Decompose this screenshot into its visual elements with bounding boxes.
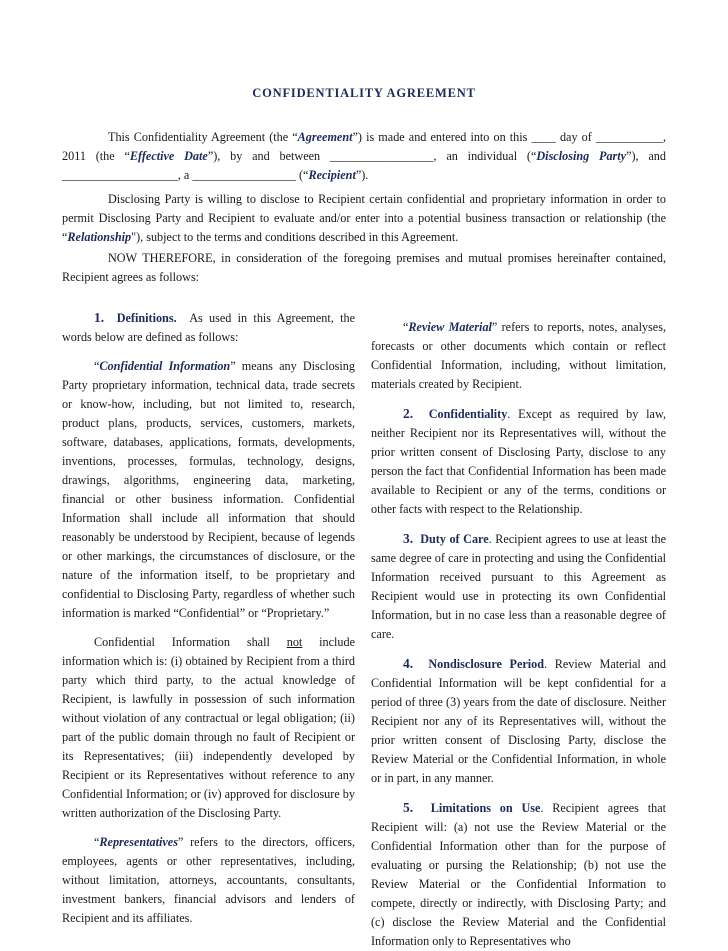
agreement-term: Agreement bbox=[297, 130, 353, 144]
section-number: 2. bbox=[403, 406, 414, 421]
section-number: 1. bbox=[94, 310, 105, 325]
recipient-term: Recipient bbox=[308, 168, 356, 182]
purpose-paragraph: Disclosing Party is willing to disclose to Recipient certain confidential and proprietary information in order to permit Disclosing Party and Recipient to evaluate and/or enter into a potential business transaction or relationship (the “Relationship"), subject to the terms and conditions described in this Agreement. bbox=[62, 192, 666, 244]
section-4-nondisclosure-period: 4. Nondisclosure Period. Review Material and Confidential Information will be kept confidential for a period of three (3) years from the date of disclosure. Neither Recipient nor any of its Representatives will, without the prior written consent of Disclosing Party, disclose the Review Material or the Confidential Information, in whole or in part, in any manner. bbox=[371, 656, 666, 785]
confidential-information-term: Confidential Information bbox=[99, 359, 231, 373]
section-heading: Nondisclosure Period bbox=[428, 657, 545, 671]
review-material-term: Review Material bbox=[408, 320, 492, 334]
now-therefore-paragraph: NOW THEREFORE, in consideration of the foregoing premises and mutual promises hereinafter contained, Recipient agrees as follows: bbox=[62, 251, 666, 284]
section-heading: Duty of Care bbox=[420, 532, 489, 546]
section-number: 5. bbox=[403, 800, 414, 815]
confidential-information-definition: “Confidential Information” means any Disclosing Party proprietary information, technical data, trade secrets or know-how, including, but not limited to, research, product plans, products, services, customers, markets, software, databases, applications, formats, developments, inventions, processes, formulas, technology, designs, drawings, algorithms, engineering data, marketing, financial or other business information. Confidential Information shall include all information that should reasonably be understood by Recipient, because of legends or other markings, the circumstances of disclosure, or the nature of the information itself, to be proprietary and confidential to Disclosing Party, regardless of whether such information is marked “Confidential” or “Proprietary.” bbox=[62, 359, 355, 620]
section-heading: Confidentiality bbox=[428, 407, 508, 421]
document-title: CONFIDENTIALITY AGREEMENT bbox=[252, 86, 476, 100]
section-number: 4. bbox=[403, 656, 414, 671]
section-1-definitions: 1. Definitions. As used in this Agreement, the words below are defined as follows: bbox=[62, 310, 356, 344]
representatives-definition: “Representatives” refers to the directors, officers, employees, agents or other representatives, including, without limitation, attorneys, accountants, consultants, investment bankers, financial advisors and lenders of Recipient and its affiliates. bbox=[62, 835, 355, 925]
right-column bbox=[371, 318, 666, 951]
section-heading: Limitations on Use bbox=[430, 801, 541, 815]
intro-paragraph: This Confidentiality Agreement (the “Agreement”) is made and entered into on this ____ day of ___________, 2011 (the “Effective Date”), by and between _________________, an individual (“Disclosing Party”), and ___________________, a _________________ (“Recipient”). bbox=[62, 130, 666, 182]
section-3-duty-of-care: 3. Duty of Care. Recipient agrees to use at least the same degree of care in protecting and using the Confidential Information received pursuant to this Agreement as Recipient would use in protecting its own Confidential Information, but in no case less than a reasonable degree of care. bbox=[371, 531, 667, 641]
left-column bbox=[62, 308, 355, 928]
section-5-limitations-on-use: 5. Limitations on Use. Recipient agrees that Recipient will: (a) not use the Review Material or the Confidential Information other than for the purpose of evaluating or pursing the Relationship; (b) not use the Review Material or the Confidential Information to compete, directly or indirectly, with Disclosing Party; and (c) disclose the Review Material and the Confidential Information only to Representatives who bbox=[371, 800, 666, 948]
relationship-term: Relationship bbox=[67, 230, 132, 244]
section-2-confidentiality: 2. Confidentiality. Except as required by law, neither Recipient nor its Representatives will, without the prior written consent of Disclosing Party, disclose to any person the fact that Confidential Information has been made available to Recipient or any of the terms, conditions or other facts with respect to the Relationship. bbox=[371, 406, 667, 516]
not-emphasis: not bbox=[286, 635, 303, 649]
representatives-term: Representatives bbox=[99, 835, 178, 849]
review-material-definition: “Review Material” refers to reports, notes, analyses, forecasts or other documents which contain or reflect Confidential Information, including, without limitation, materials created by Recipient. bbox=[371, 320, 666, 391]
section-number: 3. bbox=[403, 531, 414, 546]
section-heading: Definitions. bbox=[116, 311, 177, 325]
disclosing-party-term: Disclosing Party bbox=[536, 149, 627, 163]
exclusions-paragraph: Confidential Information shall not include information which is: (i) obtained by Recipient from a third party which third party, to the actual knowledge of Recipient, is lawfully in possession of such information without violation of any contractual or legal obligation; (ii) part of the public domain through no fault of Recipient or its Representatives; (iii) independently developed by Recipient or its Representatives without reference to any Confidential Information; or (iv) approved for disclosure by written authorization of the Disclosing Party. bbox=[62, 635, 356, 820]
effective-date-term: Effective Date bbox=[129, 149, 208, 163]
